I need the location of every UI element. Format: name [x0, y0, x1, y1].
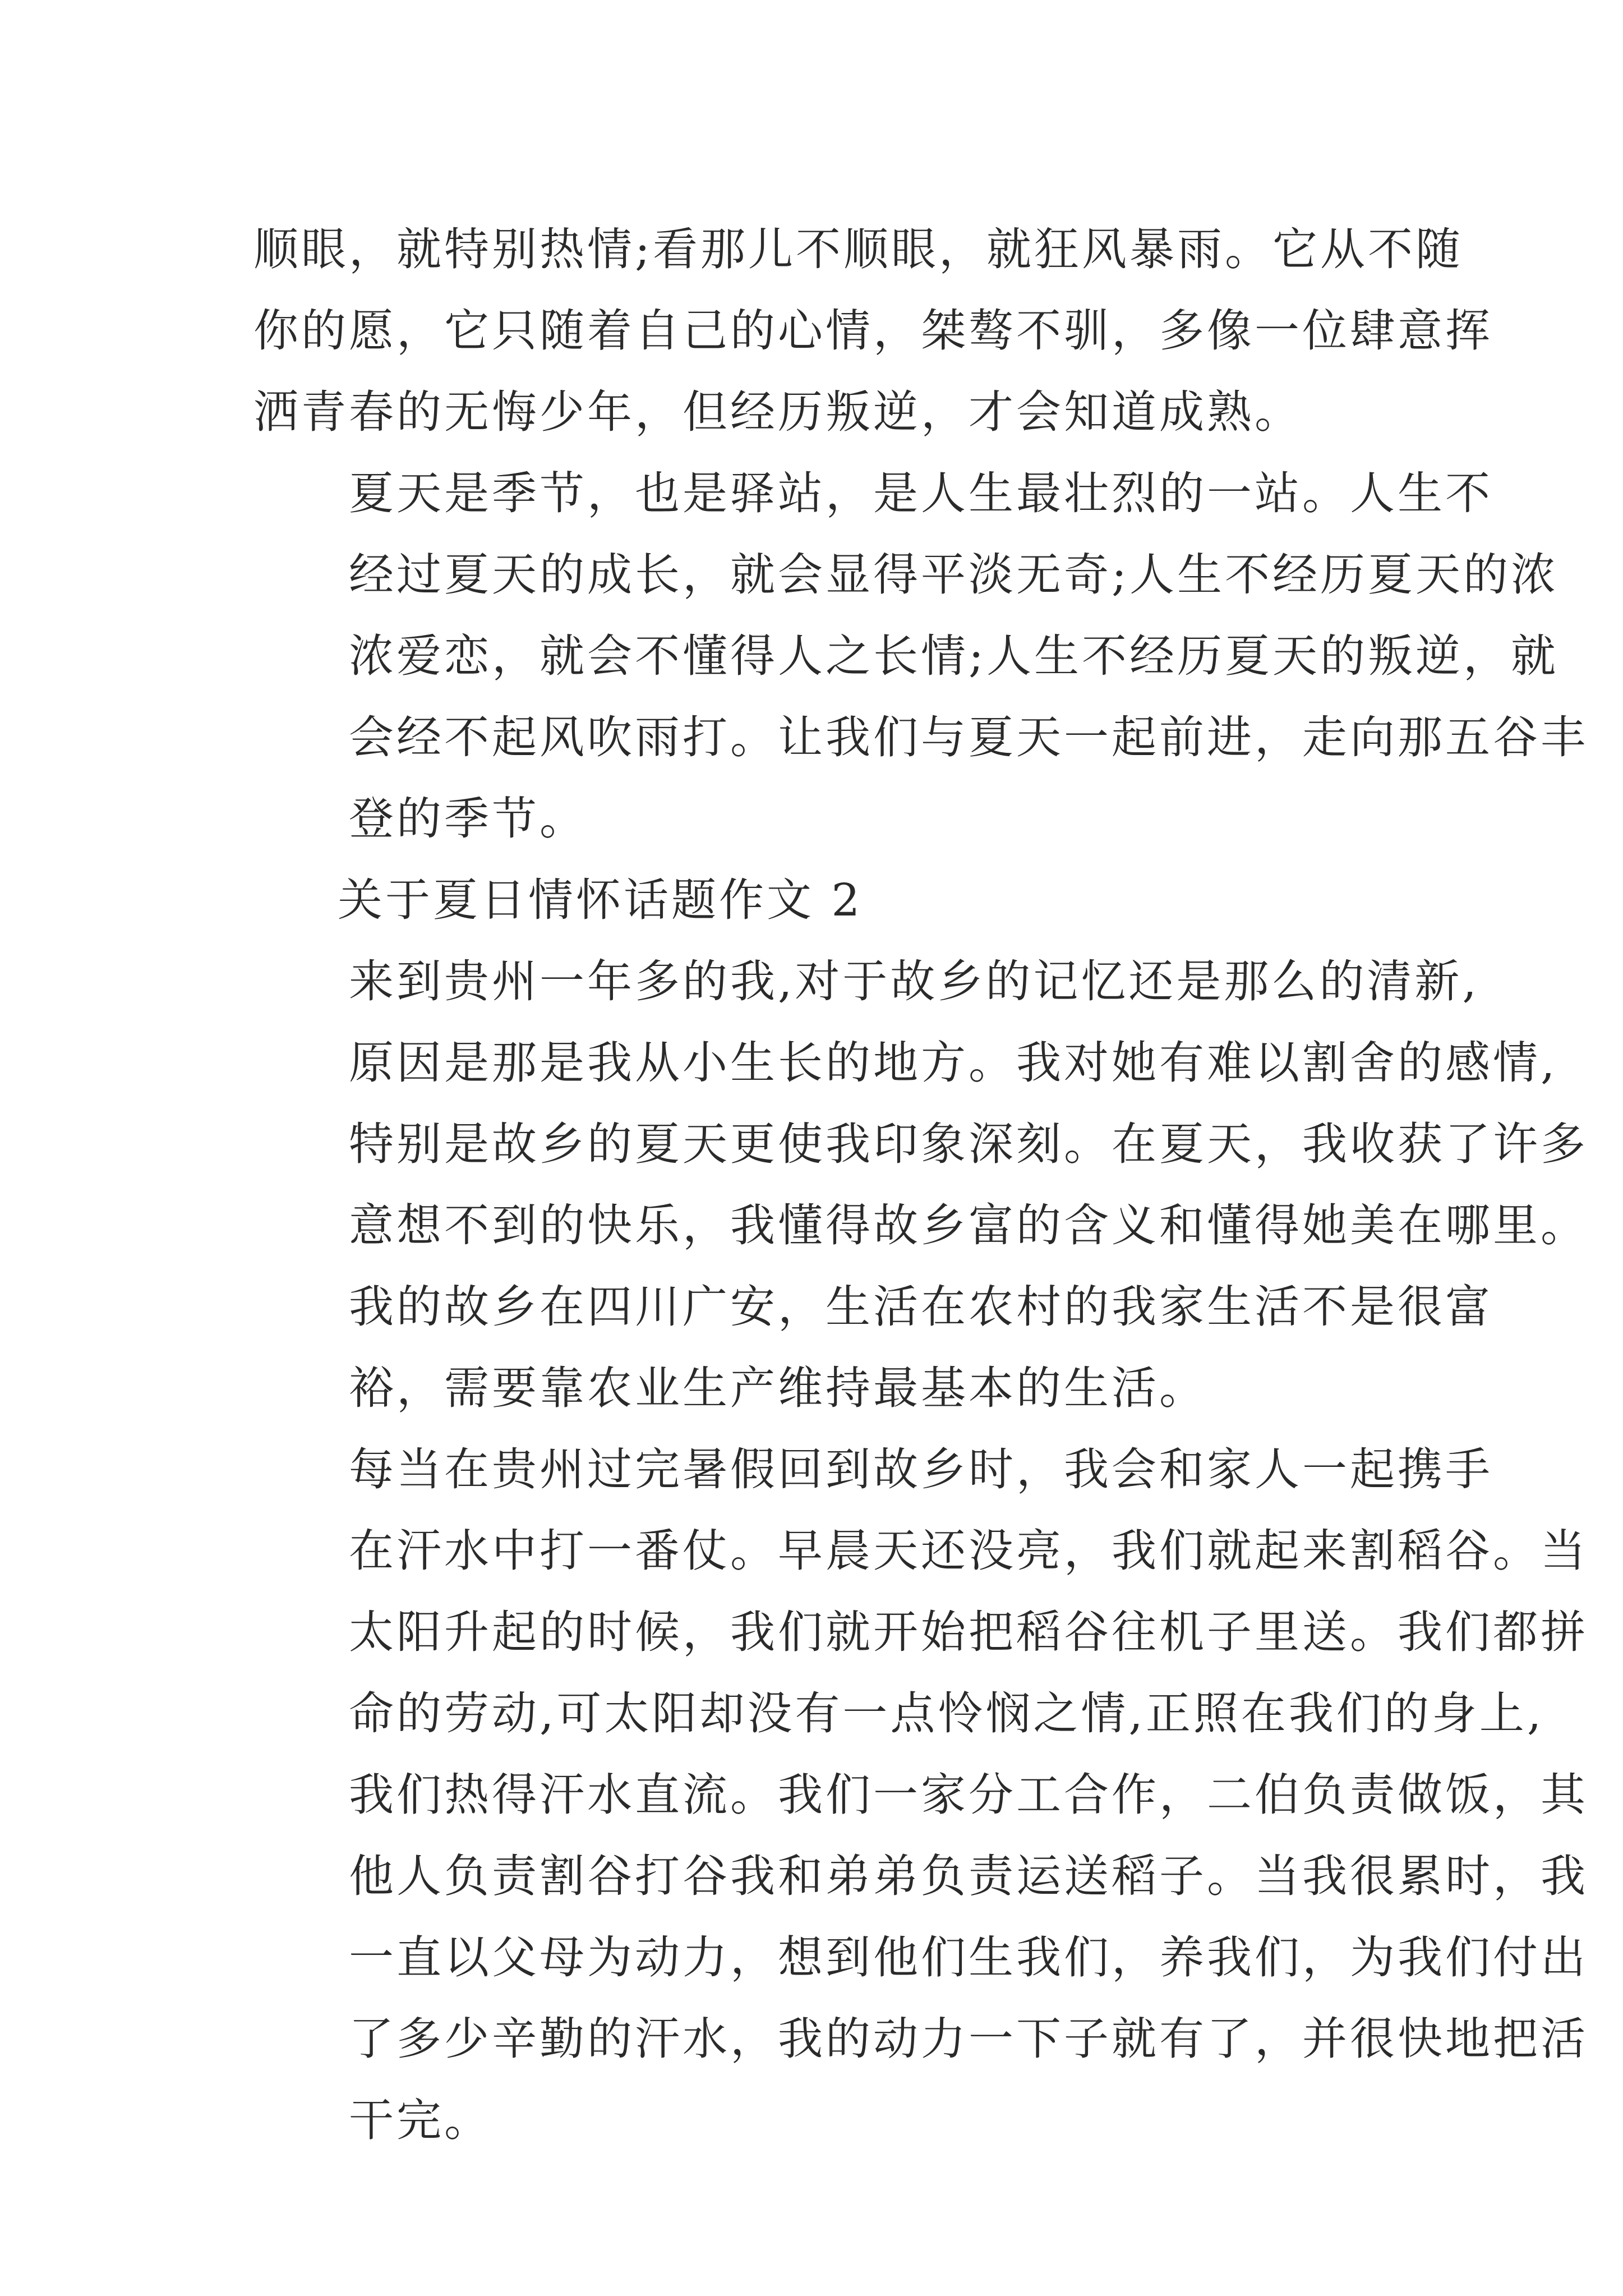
- text-line: 经过夏天的成长，就会显得平淡无奇;人生不经历夏天的浓: [349, 549, 1559, 601]
- text-line: 一直以父母为动力，想到他们生我们，养我们，为我们付出: [349, 1931, 1588, 1984]
- text-line: 登的季节。: [349, 793, 587, 845]
- text-line: 命的劳动,可太阳却没有一点怜悯之情,正照在我们的身上,: [349, 1687, 1544, 1740]
- paragraph-summer-station: [253, 453, 1588, 859]
- text-line: 干完。: [349, 2094, 492, 2146]
- essay-title-text: 关于夏日情怀话题作文 2: [338, 874, 863, 926]
- text-line: 裕，需要靠农业生产维持最基本的生活。: [349, 1362, 1207, 1414]
- text-line: 太阳升起的时候，我们就开始把稻谷往机子里送。我们都拼: [349, 1606, 1588, 1658]
- text-line: 我们热得汗水直流。我们一家分工合作，二伯负责做饭，其: [349, 1769, 1588, 1821]
- text-line: 在汗水中打一番仗。早晨天还没亮，我们就起来割稻谷。当: [349, 1525, 1588, 1577]
- text-line: 浓爱恋，就会不懂得人之长情;人生不经历夏天的叛逆，就: [349, 630, 1559, 682]
- paragraph-continuation: [253, 209, 1493, 453]
- text-line: 顺眼，就特别热情;看那儿不顺眼，就狂风暴雨。它从不随: [253, 223, 1463, 275]
- text-line: 他人负责割谷打谷我和弟弟负责运送稻子。当我很累时，我: [349, 1850, 1588, 1902]
- text-line: 洒青春的无悔少年，但经历叛逆，才会知道成熟。: [253, 386, 1302, 438]
- essay-title: [253, 859, 1398, 941]
- text-line: 会经不起风吹雨打。让我们与夏天一起前进，走向那五谷丰: [349, 711, 1588, 763]
- text-line: 你的愿，它只随着自己的心情，桀骜不驯，多像一位肆意挥: [253, 305, 1493, 357]
- text-line: 了多少辛勤的汗水，我的动力一下子就有了，并很快地把活: [349, 2013, 1588, 2065]
- text-line: 特别是故乡的夏天更使我印象深刻。在夏天，我收获了许多: [349, 1118, 1588, 1170]
- text-line: 我的故乡在四川广安，生活在农村的我家生活不是很富: [349, 1281, 1493, 1333]
- body-text: [253, 209, 1588, 2161]
- paragraph-hometown-memory: [253, 941, 1588, 1266]
- text-line: 夏天是季节，也是驿站，是人生最壮烈的一站。人生不: [349, 467, 1493, 519]
- text-line: 每当在贵州过完暑假回到故乡时，我会和家人一起携手: [349, 1443, 1493, 1496]
- text-line: 来到贵州一年多的我,对于故乡的记忆还是那么的清新,: [349, 955, 1479, 1007]
- paragraph-hometown-location: [253, 1266, 1493, 1429]
- paragraph-harvest: [253, 1429, 1588, 2161]
- text-line: 原因是那是我从小生长的地方。我对她有难以割舍的感情,: [349, 1037, 1558, 1089]
- text-line: 意想不到的快乐，我懂得故乡富的含义和懂得她美在哪里。: [349, 1199, 1588, 1251]
